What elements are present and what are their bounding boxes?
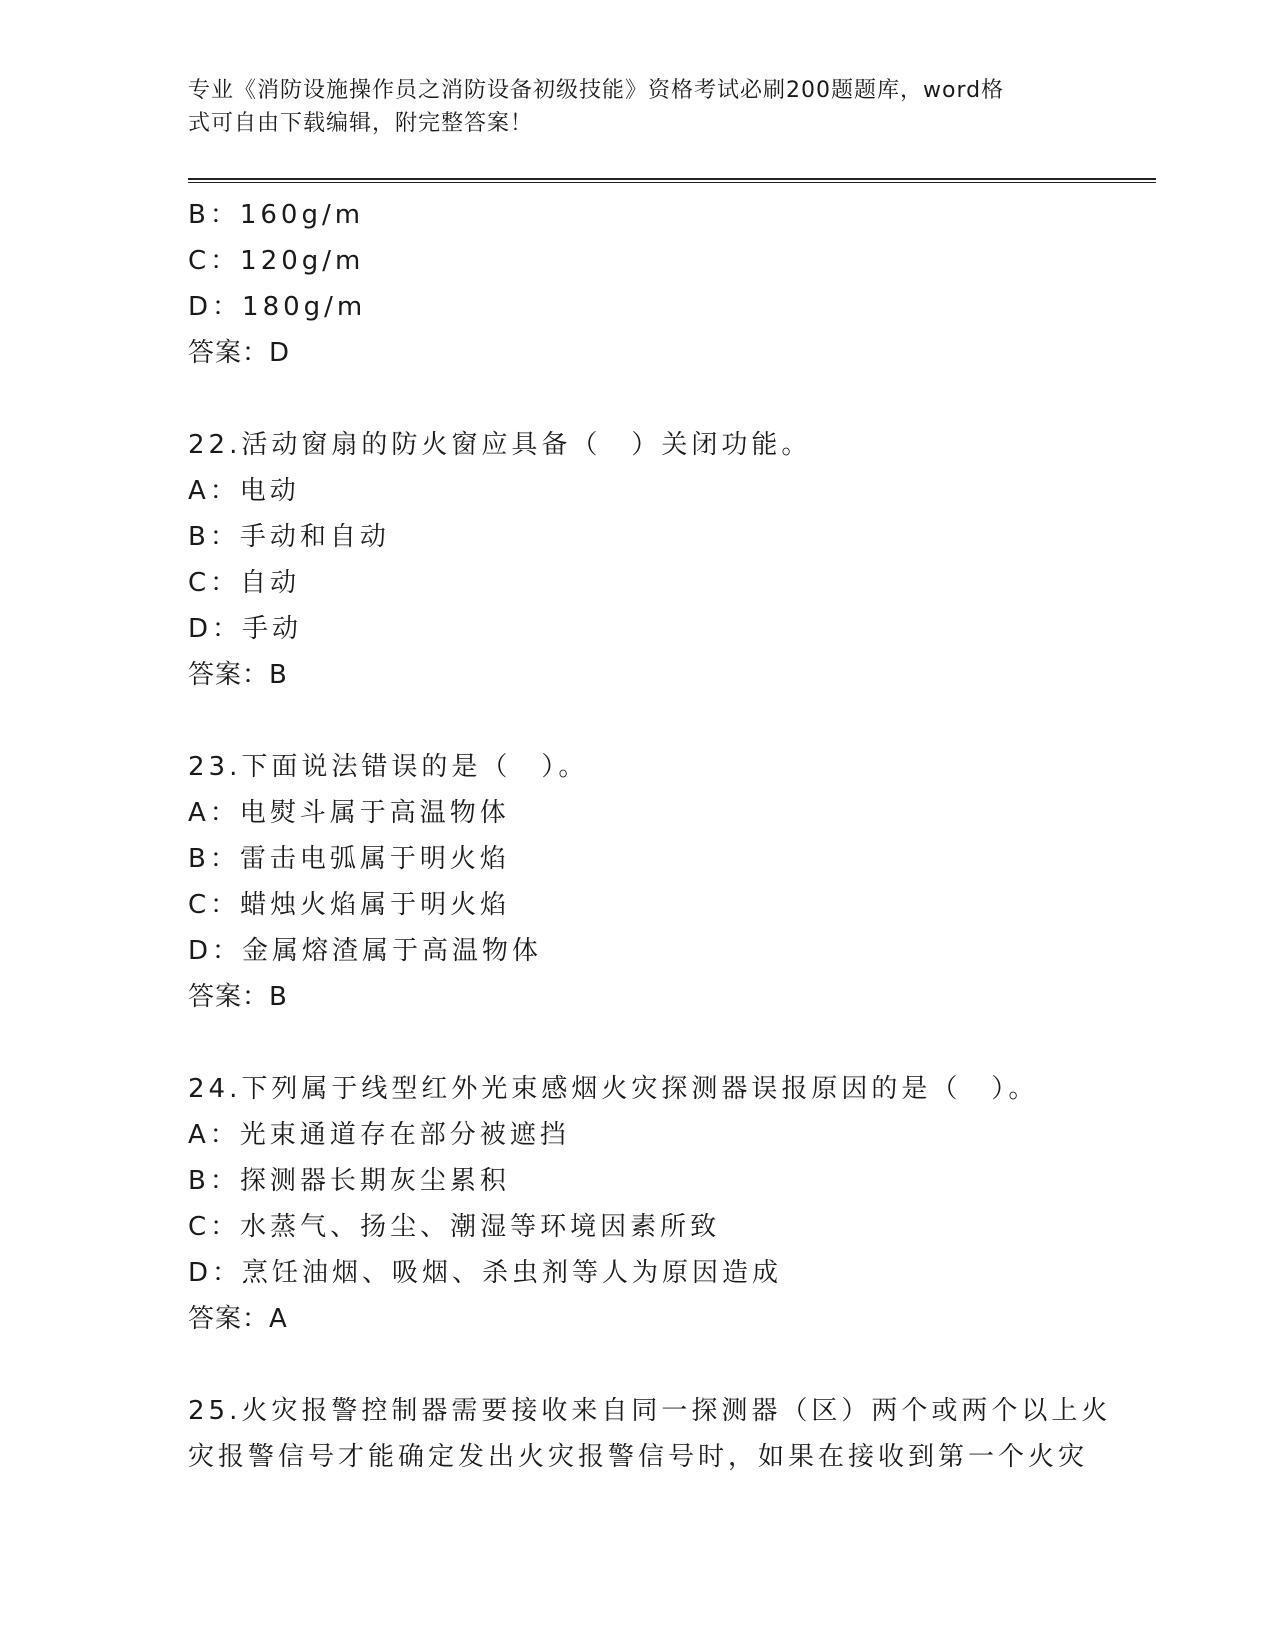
option-d: D：金属熔渣属于高温物体 [188, 936, 543, 966]
option-d: D：180g/m [188, 292, 367, 322]
header-line-2: 式可自由下载编辑，附完整答案！ [188, 111, 534, 136]
answer: 答案：B [188, 660, 288, 690]
question-stem: 22.活动窗扇的防火窗应具备（ ）关闭功能。 [188, 430, 812, 460]
question-24 [188, 1066, 1088, 1342]
option-b: B：160g/m [188, 200, 365, 230]
question-list [188, 192, 1112, 1480]
answer: 答案：B [188, 982, 288, 1012]
question-21-tail [188, 192, 1088, 376]
option-a: A：电动 [188, 476, 300, 506]
question-stem-line-2: 灾报警信号才能确定发出火灾报警信号时，如果在接收到第一个火灾 [188, 1442, 1089, 1472]
option-b: B：探测器长期灰尘累积 [188, 1166, 510, 1196]
document-header [188, 74, 1068, 140]
question-stem: 23.下面说法错误的是（ ）。 [188, 752, 589, 782]
answer: 答案：D [188, 338, 291, 368]
question-stem-line-1: 25.火灾报警控制器需要接收来自同一探测器（区）两个或两个以上火 [188, 1396, 1112, 1426]
question-22 [188, 422, 1088, 698]
option-a: A：光束通道存在部分被遮挡 [188, 1120, 570, 1150]
option-a: A：电熨斗属于高温物体 [188, 798, 510, 828]
header-line-1: 专业《消防设施操作员之消防设备初级技能》资格考试必刷200题题库，word格 [188, 78, 1005, 103]
answer: 答案：A [188, 1304, 288, 1334]
question-25 [188, 1388, 1112, 1480]
option-c: C：水蒸气、扬尘、潮湿等环境因素所致 [188, 1212, 721, 1242]
question-23 [188, 744, 1088, 1020]
option-c: C：蜡烛火焰属于明火焰 [188, 890, 511, 920]
option-b: B：手动和自动 [188, 522, 390, 552]
option-b: B：雷击电弧属于明火焰 [188, 844, 510, 874]
header-divider [188, 178, 1156, 183]
option-d: D：手动 [188, 614, 303, 644]
question-stem: 24.下列属于线型红外光束感烟火灾探测器误报原因的是（ ）。 [188, 1074, 1039, 1104]
option-c: C：120g/m [188, 246, 365, 276]
option-d: D：烹饪油烟、吸烟、杀虫剂等人为原因造成 [188, 1258, 783, 1288]
option-c: C：自动 [188, 568, 301, 598]
